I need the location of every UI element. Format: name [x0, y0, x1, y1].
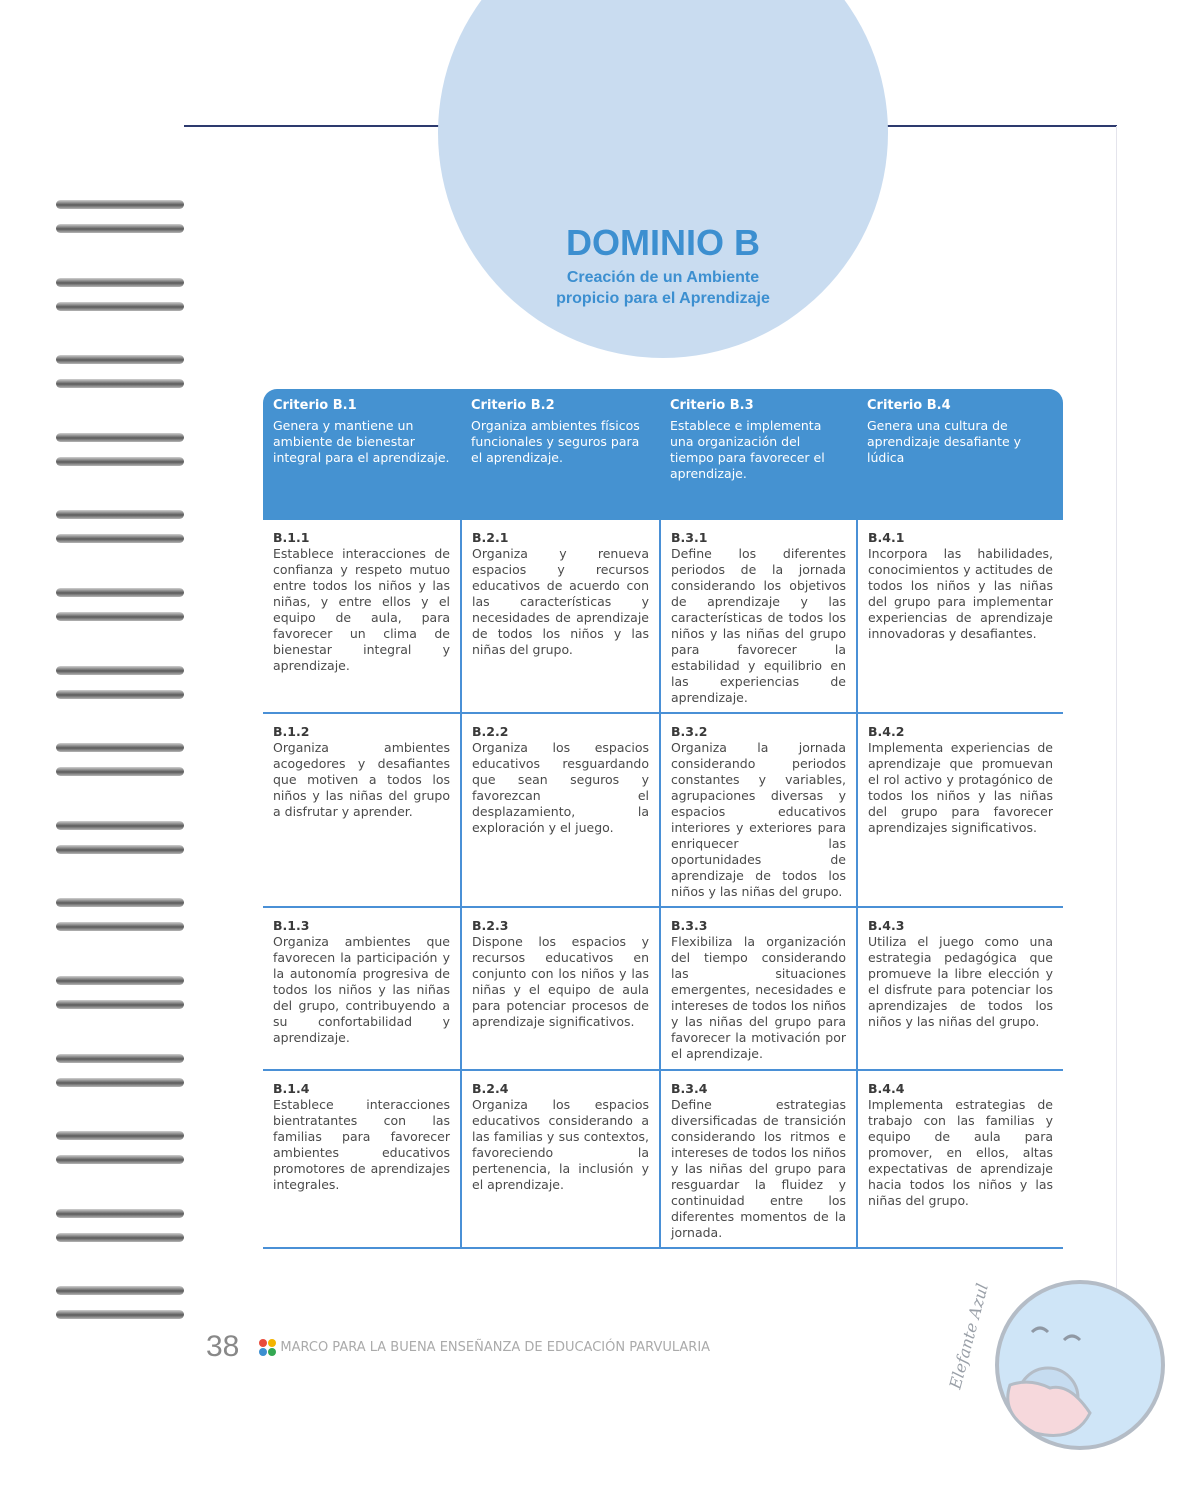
- spiral-ring: [56, 922, 184, 931]
- descriptor-cell: [461, 1070, 660, 1248]
- descriptor-code: B.1.4: [273, 1081, 310, 1096]
- spiral-ring: [56, 845, 184, 854]
- descriptor-cell: [660, 520, 857, 713]
- spiral-ring: [56, 1209, 184, 1218]
- descriptor-text: Implementa estrategias de trabajo con las familias y equipo de aula para promover, en ellos, altas expectativas de aprendizaje hacia todos los niños y las niñas del grupo.: [868, 1097, 1053, 1208]
- descriptor-code: B.2.4: [472, 1081, 509, 1096]
- spiral-ring: [56, 821, 184, 830]
- descriptor-code: B.4.3: [868, 918, 905, 933]
- domain-subtitle-line-1: Creación de un Ambiente: [566, 269, 760, 286]
- spiral-ring: [56, 1233, 184, 1242]
- domain-subtitle: [438, 267, 888, 309]
- spiral-ring: [56, 510, 184, 519]
- descriptor-row: [263, 1070, 1063, 1248]
- descriptor-code: B.2.1: [472, 530, 509, 545]
- criteria-header-row: [263, 389, 1063, 520]
- spiral-ring: [56, 379, 184, 388]
- spiral-ring: [56, 1155, 184, 1164]
- criterion-header: [263, 389, 461, 520]
- spiral-ring: [56, 1078, 184, 1087]
- descriptor-text: Flexibiliza la organización del tiempo considerando las situaciones emergentes, necesidades e intereses de todos los niños y las niñas del grupo para favorecer la motivación por el aprendizaje.: [671, 934, 846, 1061]
- descriptor-cell: [660, 1070, 857, 1248]
- descriptor-cell: [263, 520, 461, 713]
- criterion-header: [857, 389, 1063, 520]
- criteria-table: [263, 389, 1063, 1249]
- logo-dot: [268, 1339, 276, 1347]
- spiral-ring: [56, 355, 184, 364]
- descriptor-row: [263, 907, 1063, 1070]
- descriptor-text: Organiza y renueva espacios y recursos educativos de acuerdo con las características y necesidades de aprendizaje de todos los niños y las niñas del grupo.: [472, 546, 649, 657]
- criterion-label: Criterio B.4: [867, 398, 951, 413]
- descriptor-code: B.3.1: [671, 530, 708, 545]
- descriptor-text: Organiza los espacios educativos resguardando que sean seguros y favorezcan el desplazamiento, la exploración y el juego.: [472, 740, 649, 835]
- spiral-ring: [56, 1310, 184, 1319]
- descriptor-row: [263, 713, 1063, 907]
- descriptor-text: Establece interacciones de confianza y respeto mutuo entre todos los niños y las niñas, y entre ellos y el equipo de aula, para favorecer un clima de bienestar integral y aprendizaje.: [273, 546, 450, 673]
- descriptor-code: B.1.1: [273, 530, 310, 545]
- spiral-ring: [56, 612, 184, 621]
- spiral-ring: [56, 898, 184, 907]
- spiral-ring: [56, 743, 184, 752]
- criterion-text: Establece e implementa una organización del tiempo para favorecer el aprendizaje.: [670, 418, 825, 481]
- descriptor-code: B.3.2: [671, 724, 708, 739]
- descriptor-text: Organiza la jornada considerando periodos constantes y variables, agrupaciones diversas y espacios educativos interiores y exteriores para enriquecer las oportunidades de aprendizaje de todos los niños y las niñas del grupo.: [671, 740, 846, 899]
- descriptor-cell: [857, 520, 1063, 713]
- criterion-text: Genera y mantiene un ambiente de bienestar integral para el aprendizaje.: [273, 418, 450, 465]
- criterion-text: Genera una cultura de aprendizaje desafiante y lúdica: [867, 418, 1022, 465]
- descriptor-text: Implementa experiencias de aprendizaje que promuevan el rol activo y protagónico de todos los niños y las niñas del grupo para favorecer aprendizajes significativos.: [868, 740, 1053, 835]
- descriptor-code: B.3.3: [671, 918, 708, 933]
- criterion-label: Criterio B.3: [670, 398, 754, 413]
- descriptor-cell: [660, 907, 857, 1070]
- criterion-header: [660, 389, 857, 520]
- domain-subtitle-line-2: propicio para el Aprendizaje: [556, 290, 770, 307]
- spiral-ring: [56, 1000, 184, 1009]
- descriptor-code: B.4.2: [868, 724, 905, 739]
- descriptor-text: Dispone los espacios y recursos educativos en conjunto con los niños y las niñas y el equipo de aula para potenciar procesos de aprendizaje significativos.: [472, 934, 649, 1029]
- descriptor-cell: [857, 713, 1063, 907]
- logo-dot: [259, 1339, 267, 1347]
- spiral-ring: [56, 200, 184, 209]
- descriptor-cell: [857, 907, 1063, 1070]
- elephant-watermark-icon: [940, 1270, 1170, 1460]
- criterion-label: Criterio B.1: [273, 398, 357, 413]
- descriptor-cell: [263, 1070, 461, 1248]
- spiral-ring: [56, 457, 184, 466]
- logo-dot: [268, 1348, 276, 1356]
- criterion-header: [461, 389, 660, 520]
- spiral-ring: [56, 224, 184, 233]
- domain-title: DOMINIO B: [566, 222, 760, 263]
- spiral-ring: [56, 1054, 184, 1063]
- descriptor-cell: [263, 713, 461, 907]
- spiral-ring: [56, 433, 184, 442]
- descriptor-code: B.2.3: [472, 918, 509, 933]
- criterion-label: Criterio B.2: [471, 398, 555, 413]
- descriptor-cell: [660, 713, 857, 907]
- mbe-logo-icon: [259, 1339, 276, 1356]
- spiral-ring: [56, 976, 184, 985]
- descriptor-text: Define estrategias diversificadas de transición considerando los ritmos e intereses de todos los niños y las niñas del grupo para resguardar la fluidez y continuidad entre los diferentes momentos de la jornada.: [671, 1097, 846, 1240]
- spiral-ring: [56, 666, 184, 675]
- descriptor-text: Organiza ambientes que favorecen la participación y la autonomía progresiva de todos los niños y las niñas del grupo, contribuyendo a su confortabilidad y aprendizaje.: [273, 934, 450, 1045]
- descriptor-code: B.2.2: [472, 724, 509, 739]
- spiral-ring: [56, 278, 184, 287]
- descriptor-text: Organiza ambientes acogedores y desafiantes que motiven a todos los niños y las niñas del grupo a disfrutar y aprender.: [273, 740, 450, 819]
- descriptor-text: Establece interacciones bientratantes con las familias para favorecer ambientes educativos promotores de aprendizajes integrales.: [273, 1097, 450, 1192]
- page-number: 38: [206, 1330, 240, 1363]
- spiral-ring: [56, 1131, 184, 1140]
- descriptor-cell: [263, 907, 461, 1070]
- descriptor-text: Utiliza el juego como una estrategia pedagógica que promueve la libre elección y el disfrute para potenciar los aprendizajes de todos los niños y las niñas del grupo.: [868, 934, 1053, 1029]
- footer-title: MARCO PARA LA BUENA ENSEÑANZA DE EDUCACIÓN PARVULARIA: [280, 1339, 711, 1355]
- descriptor-code: B.3.4: [671, 1081, 708, 1096]
- descriptor-text: Define los diferentes periodos de la jornada considerando los objetivos de aprendizaje y las características de todos los niños y las niñas del grupo para favorecer la estabilidad y equilibrio en las experiencias de aprendizaje.: [671, 546, 846, 705]
- descriptor-cell: [857, 1070, 1063, 1248]
- descriptor-code: B.4.4: [868, 1081, 905, 1096]
- spiral-ring: [56, 302, 184, 311]
- spiral-ring: [56, 1286, 184, 1295]
- logo-dot: [259, 1348, 267, 1356]
- spiral-ring: [56, 534, 184, 543]
- criterion-text: Organiza ambientes físicos funcionales y seguros para el aprendizaje.: [471, 418, 640, 465]
- page-edge-rule: [1116, 126, 1117, 1346]
- descriptor-text: Incorpora las habilidades, conocimientos y actitudes de todos los niños y las niñas del grupo para implementar experiencias de aprendizaje innovadoras y desafiantes.: [868, 546, 1053, 641]
- descriptor-code: B.1.2: [273, 724, 310, 739]
- spiral-ring: [56, 588, 184, 597]
- descriptor-cell: [461, 520, 660, 713]
- descriptor-cell: [461, 713, 660, 907]
- spiral-ring: [56, 690, 184, 699]
- descriptor-code: B.4.1: [868, 530, 905, 545]
- descriptor-text: Organiza los espacios educativos considerando a las familias y sus contextos, favoreciendo la pertenencia, la inclusión y el aprendizaje.: [472, 1097, 649, 1192]
- spiral-ring: [56, 767, 184, 776]
- page-footer: [206, 1330, 710, 1364]
- descriptor-row: [263, 520, 1063, 713]
- descriptor-code: B.1.3: [273, 918, 310, 933]
- descriptor-cell: [461, 907, 660, 1070]
- watermark-text: Elefante Azul: [945, 1281, 992, 1392]
